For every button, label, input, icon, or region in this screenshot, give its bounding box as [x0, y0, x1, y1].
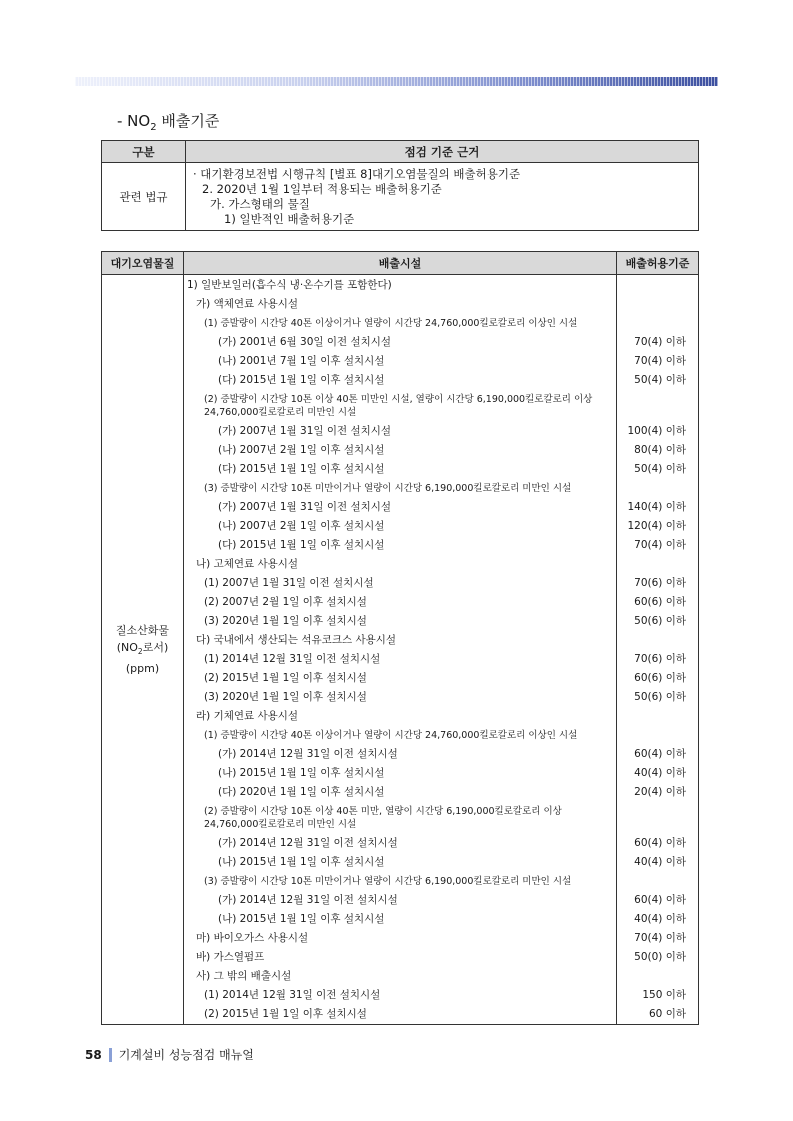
limit-value: [617, 802, 698, 834]
page-footer: [85, 1046, 254, 1063]
limit-value: 50(6) 이하: [634, 615, 686, 627]
pollutant-cell: [102, 275, 184, 1025]
limit-value: 40(4) 이하: [634, 913, 686, 925]
facility-row: (다) 2015년 1월 1일 이후 설치시설: [218, 374, 385, 386]
facility-row: (나) 2007년 2월 1일 이후 설치시설: [218, 520, 385, 532]
header-pollutant: 대기오염물질: [102, 252, 184, 275]
limit-value: 40(4) 이하: [634, 856, 686, 868]
facility-row: (가) 2007년 1월 31일 이전 설치시설: [218, 501, 392, 513]
limit-value: 70(4) 이하: [634, 355, 686, 367]
limit-value: [617, 276, 698, 295]
facility-row: (1) 증발량이 시간당 40톤 이상이거나 열량이 시간당 24,760,000킬로칼로리 이상인 시설: [204, 318, 578, 329]
facility-row: (가) 2001년 6월 30일 이전 설치시설: [218, 336, 392, 348]
facility-row: 다) 국내에서 생산되는 석유코크스 사용시설: [196, 634, 397, 646]
limit-value: 80(4) 이하: [634, 444, 686, 456]
basis-line: 2. 2020년 1월 1일부터 적용되는 배출허용기준: [202, 182, 442, 196]
limit-value: [617, 631, 698, 650]
limit-value: 50(4) 이하: [634, 463, 686, 475]
basis-table-header-row: [102, 141, 699, 163]
limit-value: 60(4) 이하: [634, 837, 686, 849]
limit-value: 60(4) 이하: [634, 894, 686, 906]
basis-table-row: [102, 163, 699, 231]
facility-row: 가) 액체연료 사용시설: [196, 298, 299, 310]
facility-row: (2) 2015년 1월 1일 이후 설치시설: [204, 1008, 367, 1020]
pollutant-formula-sub: 2: [137, 647, 143, 657]
section-title-suffix: 배출기준: [156, 112, 220, 130]
limit-value: 60(4) 이하: [634, 748, 686, 760]
facility-row: (3) 2020년 1월 1일 이후 설치시설: [204, 691, 367, 703]
facility-row: (3) 증발량이 시간당 10톤 미만이거나 열량이 시간당 6,190,000킬로칼로리 미만인 시설: [204, 483, 572, 494]
limit-value: 40(4) 이하: [634, 767, 686, 779]
facility-row: (2) 증발량이 시간당 10톤 이상 40톤 미만, 열량이 시간당 6,190,000킬로칼로리 이상 24,760,000킬로칼로리 미만인 시설: [204, 806, 562, 830]
emission-table: [101, 251, 699, 1025]
basis-line: 1) 일반적인 배출허용기준: [224, 212, 355, 226]
facility-row: (가) 2007년 1월 31일 이전 설치시설: [218, 425, 392, 437]
facility-column: [184, 275, 617, 1025]
facility-row: (다) 2015년 1월 1일 이후 설치시설: [218, 539, 385, 551]
facility-row: (나) 2007년 2월 1일 이후 설치시설: [218, 444, 385, 456]
facility-row: 사) 그 밖의 배출시설: [196, 970, 292, 982]
pollutant-formula: [102, 639, 183, 660]
limit-value: 70(6) 이하: [634, 577, 686, 589]
header-decorative-band: [75, 77, 718, 86]
page-number: 58: [85, 1047, 102, 1062]
limit-value: 150 이하: [642, 989, 686, 1001]
pollutant-unit: (ppm): [125, 662, 160, 676]
facility-row: (1) 2007년 1월 31일 이전 설치시설: [204, 577, 374, 589]
facility-row: 나) 고체연료 사용시설: [196, 558, 299, 570]
limit-value: [617, 479, 698, 498]
limit-value: 70(4) 이하: [634, 539, 686, 551]
emission-table-body-row: [102, 275, 699, 1025]
facility-row: (다) 2015년 1월 1일 이후 설치시설: [218, 463, 385, 475]
facility-row: (나) 2001년 7월 1일 이후 설치시설: [218, 355, 385, 367]
facility-row: 마) 바이오가스 사용시설: [196, 932, 309, 944]
limit-value: [617, 555, 698, 574]
facility-row: (1) 2014년 12월 31일 이전 설치시설: [204, 989, 381, 1001]
limit-value: 50(6) 이하: [634, 691, 686, 703]
facility-row: 바) 가스열펌프: [196, 951, 265, 963]
facility-row: (다) 2020년 1월 1일 이후 설치시설: [218, 786, 385, 798]
facility-row: (2) 2007년 2월 1일 이후 설치시설: [204, 596, 367, 608]
limit-value: 140(4) 이하: [627, 501, 686, 513]
limit-value: [617, 967, 698, 986]
limit-value: 120(4) 이하: [627, 520, 686, 532]
pollutant-formula-pre: (NO: [116, 640, 138, 654]
section-title-prefix: - NO: [117, 112, 151, 130]
facility-row: (나) 2015년 1월 1일 이후 설치시설: [218, 913, 385, 925]
basis-table: [101, 140, 699, 231]
emission-table-header-row: [102, 252, 699, 275]
facility-row: (1) 증발량이 시간당 40톤 이상이거나 열량이 시간당 24,760,000킬로칼로리 이상인 시설: [204, 730, 578, 741]
facility-row: (1) 2014년 12월 31일 이전 설치시설: [204, 653, 381, 665]
facility-row: (가) 2014년 12월 31일 이전 설치시설: [218, 748, 398, 760]
limit-value: 70(6) 이하: [634, 653, 686, 665]
facility-row: (2) 2015년 1월 1일 이후 설치시설: [204, 672, 367, 684]
facility-row: (나) 2015년 1월 1일 이후 설치시설: [218, 856, 385, 868]
footer-divider: [109, 1048, 112, 1062]
limit-column: [617, 275, 699, 1025]
law-basis-cell: [186, 163, 699, 231]
limit-value: 100(4) 이하: [627, 425, 686, 437]
limit-value: 60(6) 이하: [634, 596, 686, 608]
limit-value: 50(0) 이하: [634, 951, 686, 963]
limit-value: 20(4) 이하: [634, 786, 686, 798]
header-limit: 배출허용기준: [617, 252, 699, 275]
facility-row: 1) 일반보일러(흡수식 냉·온수기를 포함한다): [187, 279, 392, 291]
basis-line: 가. 가스형태의 물질: [210, 197, 310, 211]
footer-title: 기계설비 성능점검 매뉴얼: [118, 1048, 254, 1062]
pollutant-formula-post: 로서): [142, 640, 169, 654]
limit-value: [617, 314, 698, 333]
basis-line: · 대기환경보전법 시행규칙 [별표 8]대기오염물질의 배출허용기준: [193, 167, 521, 181]
facility-row: (3) 증발량이 시간당 10톤 미만이거나 열량이 시간당 6,190,000킬로칼로리 미만인 시설: [204, 876, 572, 887]
basis-header-category: 구분: [102, 141, 186, 163]
facility-row: (3) 2020년 1월 1일 이후 설치시설: [204, 615, 367, 627]
limit-value: 50(4) 이하: [634, 374, 686, 386]
limit-value: [617, 390, 698, 422]
limit-value: [617, 872, 698, 891]
limit-value: 60(6) 이하: [634, 672, 686, 684]
section-title: [117, 110, 219, 133]
limit-value: 60 이하: [649, 1008, 686, 1020]
facility-row: (나) 2015년 1월 1일 이후 설치시설: [218, 767, 385, 779]
facility-row: (가) 2014년 12월 31일 이전 설치시설: [218, 837, 398, 849]
section-title-subscript: 2: [150, 122, 157, 133]
facility-row: (2) 증발량이 시간당 10톤 이상 40톤 미만인 시설, 열량이 시간당 6,190,000킬로칼로리 이상 24,760,000킬로칼로리 미만인 시설: [204, 394, 593, 418]
limit-value: 70(4) 이하: [634, 932, 686, 944]
limit-value: 70(4) 이하: [634, 336, 686, 348]
basis-header-basis: 점검 기준 근거: [186, 141, 699, 163]
facility-row: (가) 2014년 12월 31일 이전 설치시설: [218, 894, 398, 906]
limit-value: [617, 295, 698, 314]
pollutant-name: 질소산화물: [115, 623, 170, 637]
law-label: 관련 법규: [102, 163, 186, 231]
limit-value: [617, 726, 698, 745]
facility-row: 라) 기체연료 사용시설: [196, 710, 299, 722]
limit-value: [617, 707, 698, 726]
header-facility: 배출시설: [184, 252, 617, 275]
